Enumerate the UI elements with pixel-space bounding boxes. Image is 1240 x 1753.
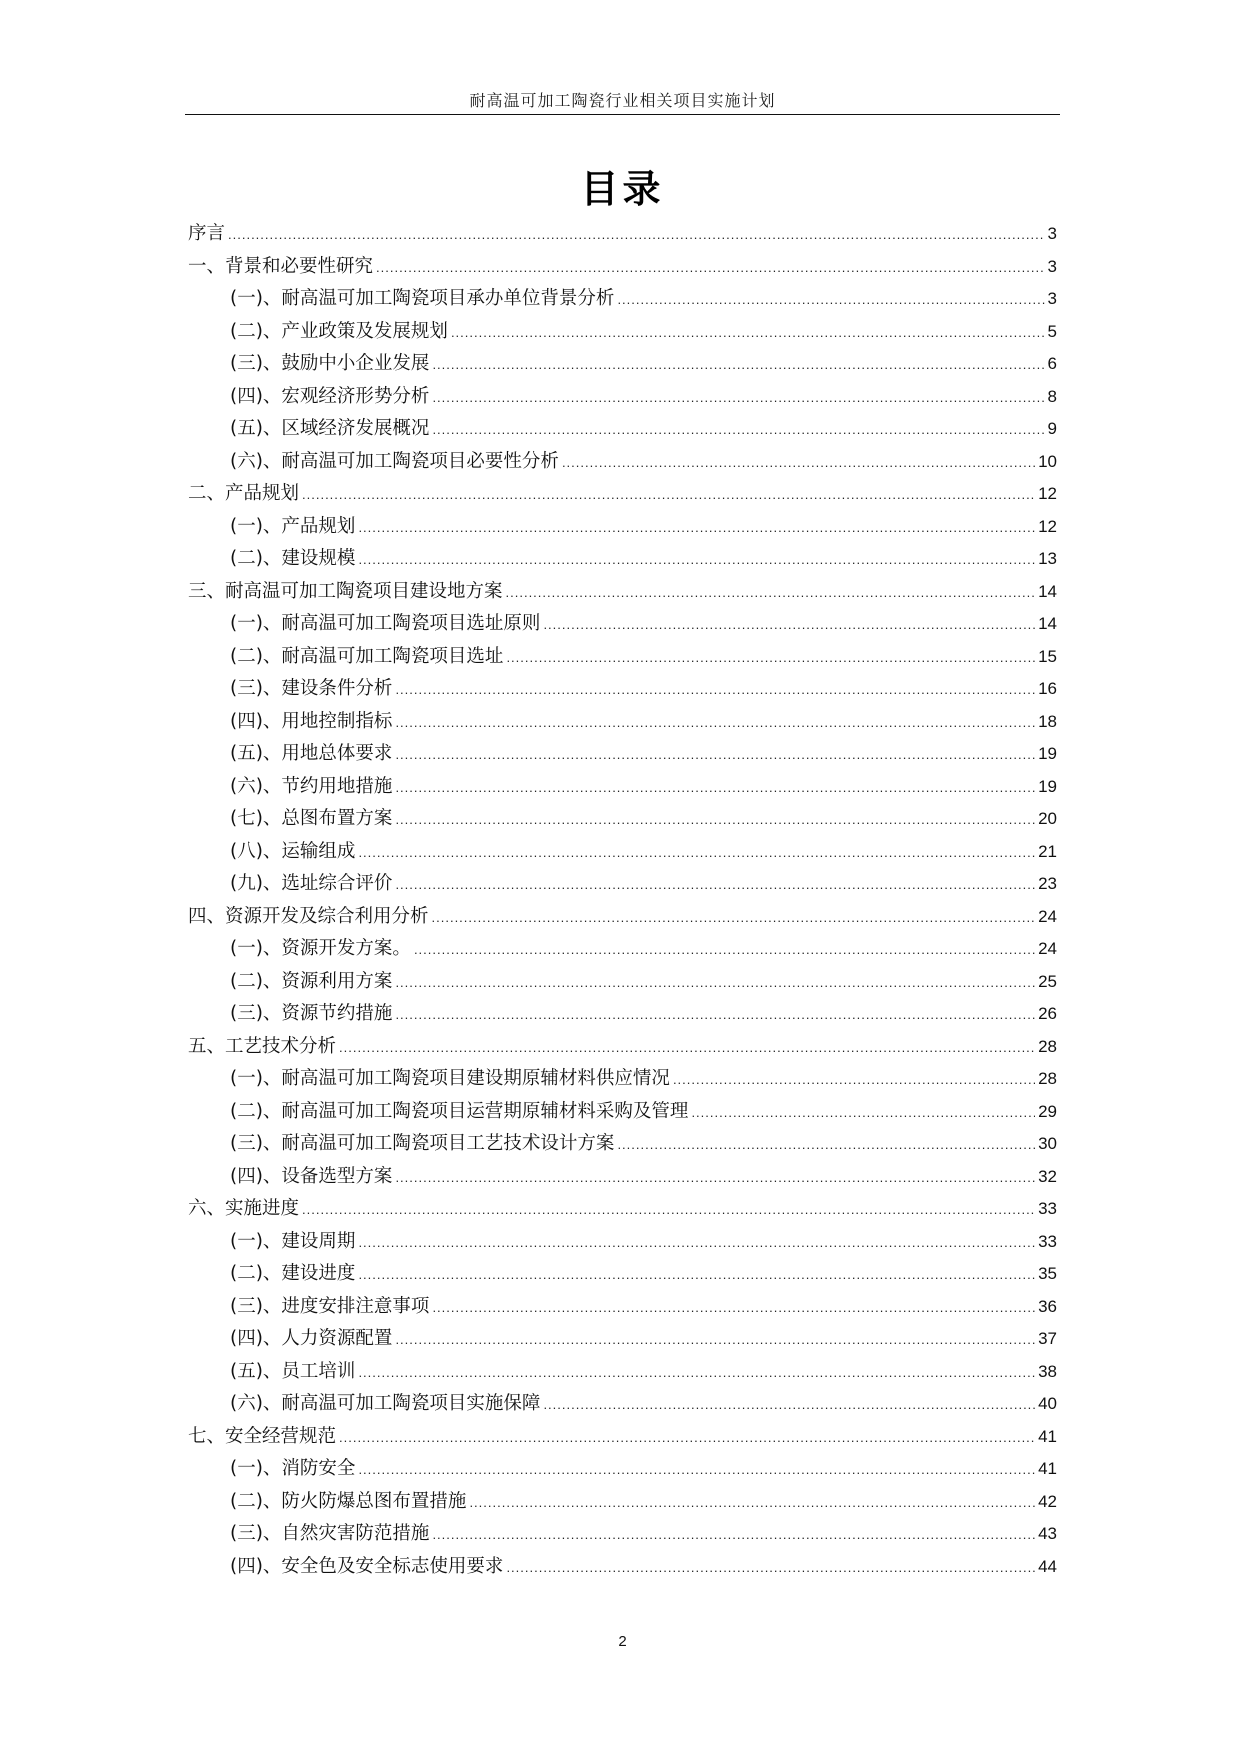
toc-dot-leader bbox=[432, 414, 1044, 447]
toc-dot-leader bbox=[302, 479, 1035, 512]
toc-section-entry[interactable] bbox=[188, 413, 1057, 446]
toc-entry-page: 21 bbox=[1038, 841, 1057, 861]
toc-entry-title: (二)、建设进度 bbox=[230, 1263, 356, 1284]
toc-entry-page: 12 bbox=[1038, 484, 1057, 503]
toc-dot-leader bbox=[395, 674, 1035, 707]
toc-entry-title: (二)、产业政策及发展规划 bbox=[230, 320, 448, 342]
toc-entry-title: (一)、耐高温可加工陶瓷项目承办单位背景分析 bbox=[230, 288, 615, 309]
toc-dot-leader bbox=[395, 772, 1035, 805]
toc-entry-title: (四)、设备选型方案 bbox=[230, 1165, 393, 1187]
toc-entry-page: 37 bbox=[1038, 1329, 1057, 1348]
toc-section-entry[interactable] bbox=[188, 1226, 1057, 1259]
toc-section-entry[interactable] bbox=[188, 1323, 1057, 1356]
toc-dot-leader bbox=[562, 447, 1035, 480]
toc-section-entry[interactable] bbox=[188, 1551, 1057, 1584]
toc-entry-title: (三)、建设条件分析 bbox=[230, 678, 393, 699]
toc-entry-title: (七)、总图布置方案 bbox=[230, 808, 393, 829]
toc-dot-leader bbox=[358, 1227, 1035, 1260]
toc-section-entry[interactable] bbox=[188, 543, 1057, 576]
toc-entry-page: 41 bbox=[1038, 1459, 1057, 1478]
toc-entry-page: 43 bbox=[1038, 1524, 1057, 1543]
toc-dot-leader bbox=[432, 382, 1044, 415]
table-of-contents bbox=[188, 218, 1057, 1583]
toc-dot-leader bbox=[358, 1454, 1035, 1487]
toc-entry-page: 38 bbox=[1038, 1361, 1057, 1381]
toc-section-entry[interactable] bbox=[188, 771, 1057, 804]
toc-entry-page: 14 bbox=[1038, 614, 1057, 633]
toc-entry-title: (六)、节约用地措施 bbox=[230, 775, 393, 797]
toc-dot-leader bbox=[395, 739, 1035, 772]
toc-dot-leader bbox=[395, 1162, 1035, 1195]
toc-entry-page: 16 bbox=[1038, 679, 1057, 698]
toc-entry-page: 41 bbox=[1038, 1426, 1057, 1446]
toc-entry-page: 10 bbox=[1038, 451, 1057, 471]
toc-section-entry[interactable] bbox=[188, 1518, 1057, 1551]
toc-entry-page: 29 bbox=[1038, 1101, 1057, 1121]
toc-section-entry[interactable] bbox=[188, 511, 1057, 544]
toc-dot-leader bbox=[617, 284, 1044, 317]
toc-chapter-entry[interactable] bbox=[188, 1031, 1057, 1064]
toc-entry-title: 二、产品规划 bbox=[188, 483, 300, 504]
toc-entry-page: 25 bbox=[1038, 971, 1057, 991]
toc-dot-leader bbox=[395, 707, 1035, 740]
toc-entry-title: (二)、耐高温可加工陶瓷项目运营期原辅材料采购及管理 bbox=[230, 1100, 689, 1122]
toc-dot-leader bbox=[358, 1259, 1035, 1292]
toc-entry-page: 30 bbox=[1038, 1134, 1057, 1153]
toc-section-entry[interactable] bbox=[188, 1161, 1057, 1194]
toc-entry-title: (九)、选址综合评价 bbox=[230, 873, 393, 894]
toc-dot-leader bbox=[228, 219, 1045, 252]
toc-dot-leader bbox=[469, 1487, 1035, 1520]
toc-dot-leader bbox=[432, 1519, 1035, 1552]
toc-dot-leader bbox=[451, 317, 1045, 350]
toc-section-entry[interactable] bbox=[188, 1128, 1057, 1161]
toc-section-entry[interactable] bbox=[188, 706, 1057, 739]
toc-entry-title: (四)、宏观经济形势分析 bbox=[230, 385, 430, 407]
toc-section-entry[interactable] bbox=[188, 348, 1057, 381]
toc-entry-page: 13 bbox=[1038, 549, 1057, 568]
toc-entry-title: (三)、进度安排注意事项 bbox=[230, 1295, 430, 1317]
toc-entry-page: 9 bbox=[1047, 419, 1057, 438]
toc-dot-leader bbox=[506, 642, 1035, 675]
toc-section-entry[interactable] bbox=[188, 608, 1057, 641]
toc-chapter-entry[interactable] bbox=[188, 901, 1057, 934]
toc-entry-title: (五)、用地总体要求 bbox=[230, 743, 393, 764]
toc-section-entry[interactable] bbox=[188, 738, 1057, 771]
toc-entry-page: 5 bbox=[1047, 321, 1057, 341]
toc-entry-page: 3 bbox=[1047, 224, 1057, 243]
toc-dot-leader bbox=[395, 1324, 1035, 1357]
toc-section-entry[interactable] bbox=[188, 1356, 1057, 1389]
toc-entry-title: (二)、资源利用方案 bbox=[230, 970, 393, 992]
toc-dot-leader bbox=[358, 837, 1035, 870]
toc-entry-title: (一)、耐高温可加工陶瓷项目选址原则 bbox=[230, 613, 541, 634]
toc-section-entry[interactable] bbox=[188, 1096, 1057, 1129]
toc-entry-title: 五、工艺技术分析 bbox=[188, 1035, 337, 1057]
toc-entry-title: (一)、耐高温可加工陶瓷项目建设期原辅材料供应情况 bbox=[230, 1068, 670, 1089]
toc-entry-title: (一)、资源开发方案。 bbox=[230, 938, 411, 959]
toc-title: 目录 bbox=[580, 166, 665, 211]
toc-section-entry[interactable] bbox=[188, 933, 1057, 966]
toc-dot-leader bbox=[432, 902, 1036, 935]
toc-dot-leader bbox=[432, 349, 1044, 382]
toc-entry-title: (五)、区域经济发展概况 bbox=[230, 418, 430, 439]
toc-section-entry[interactable] bbox=[188, 868, 1057, 901]
toc-entry-title: 六、实施进度 bbox=[188, 1198, 300, 1219]
toc-entry-title: (三)、自然灾害防范措施 bbox=[230, 1523, 430, 1544]
toc-dot-leader bbox=[302, 1194, 1035, 1227]
toc-dot-leader bbox=[673, 1064, 1035, 1097]
toc-section-entry[interactable] bbox=[188, 1063, 1057, 1096]
toc-entry-page: 42 bbox=[1038, 1491, 1057, 1511]
toc-section-entry[interactable] bbox=[188, 1486, 1057, 1519]
running-header: 耐高温可加工陶瓷行业相关项目实施计划 bbox=[469, 91, 776, 110]
toc-section-entry[interactable] bbox=[188, 998, 1057, 1031]
toc-entry-page: 33 bbox=[1038, 1199, 1057, 1218]
toc-entry-title: (二)、耐高温可加工陶瓷项目选址 bbox=[230, 645, 504, 667]
toc-entry-page: 40 bbox=[1038, 1394, 1057, 1413]
toc-entry-page: 28 bbox=[1038, 1036, 1057, 1056]
toc-chapter-entry[interactable] bbox=[188, 218, 1057, 251]
toc-section-entry[interactable] bbox=[188, 446, 1057, 479]
toc-entry-title: (五)、员工培训 bbox=[230, 1360, 356, 1382]
toc-section-entry[interactable] bbox=[188, 1453, 1057, 1486]
toc-dot-leader bbox=[691, 1097, 1035, 1130]
toc-section-entry[interactable] bbox=[188, 803, 1057, 836]
toc-section-entry[interactable] bbox=[188, 1258, 1057, 1291]
toc-entry-page: 19 bbox=[1038, 776, 1057, 796]
toc-entry-title: (一)、产品规划 bbox=[230, 515, 356, 537]
toc-entry-page: 36 bbox=[1038, 1296, 1057, 1316]
toc-entry-page: 44 bbox=[1038, 1556, 1057, 1576]
toc-entry-title: (三)、耐高温可加工陶瓷项目工艺技术设计方案 bbox=[230, 1133, 615, 1154]
toc-section-entry[interactable] bbox=[188, 966, 1057, 999]
toc-dot-leader bbox=[543, 609, 1035, 642]
toc-section-entry[interactable] bbox=[188, 316, 1057, 349]
toc-dot-leader bbox=[543, 1389, 1035, 1422]
toc-entry-title: (六)、耐高温可加工陶瓷项目实施保障 bbox=[230, 1393, 541, 1414]
toc-section-entry[interactable] bbox=[188, 1291, 1057, 1324]
toc-entry-page: 18 bbox=[1038, 711, 1057, 731]
toc-chapter-entry[interactable] bbox=[188, 1193, 1057, 1226]
toc-entry-title: (三)、鼓励中小企业发展 bbox=[230, 353, 430, 374]
toc-entry-title: 七、安全经营规范 bbox=[188, 1425, 337, 1447]
page-number: 2 bbox=[618, 1633, 627, 1650]
toc-entry-page: 20 bbox=[1038, 809, 1057, 828]
toc-dot-leader bbox=[432, 1292, 1035, 1325]
toc-dot-leader bbox=[339, 1032, 1035, 1065]
toc-entry-page: 8 bbox=[1047, 386, 1057, 406]
toc-entry-page: 12 bbox=[1038, 516, 1057, 536]
toc-entry-page: 6 bbox=[1047, 354, 1057, 373]
toc-entry-page: 19 bbox=[1038, 744, 1057, 763]
toc-entry-title: 序言 bbox=[188, 223, 226, 244]
toc-dot-leader bbox=[376, 252, 1045, 285]
toc-chapter-entry[interactable] bbox=[188, 576, 1057, 609]
toc-entry-page: 14 bbox=[1038, 581, 1057, 601]
toc-dot-leader bbox=[506, 577, 1036, 610]
toc-section-entry[interactable] bbox=[188, 381, 1057, 414]
toc-dot-leader bbox=[414, 934, 1035, 967]
toc-section-entry[interactable] bbox=[188, 283, 1057, 316]
toc-entry-title: (一)、建设周期 bbox=[230, 1230, 356, 1252]
toc-section-entry[interactable] bbox=[188, 836, 1057, 869]
toc-dot-leader bbox=[339, 1422, 1035, 1455]
toc-entry-page: 24 bbox=[1038, 906, 1057, 926]
toc-entry-title: 四、资源开发及综合利用分析 bbox=[188, 905, 429, 927]
toc-entry-title: (四)、安全色及安全标志使用要求 bbox=[230, 1555, 504, 1577]
toc-section-entry[interactable] bbox=[188, 673, 1057, 706]
toc-entry-title: (三)、资源节约措施 bbox=[230, 1003, 393, 1024]
toc-dot-leader bbox=[358, 544, 1035, 577]
toc-entry-title: 一、背景和必要性研究 bbox=[188, 255, 374, 277]
toc-entry-page: 28 bbox=[1038, 1069, 1057, 1088]
toc-dot-leader bbox=[506, 1552, 1035, 1585]
toc-dot-leader bbox=[395, 999, 1035, 1032]
toc-entry-title: (二)、建设规模 bbox=[230, 548, 356, 569]
toc-entry-title: (二)、防火防爆总图布置措施 bbox=[230, 1490, 467, 1512]
toc-entry-page: 3 bbox=[1047, 289, 1057, 308]
toc-entry-page: 26 bbox=[1038, 1004, 1057, 1023]
toc-section-entry[interactable] bbox=[188, 1388, 1057, 1421]
toc-entry-page: 15 bbox=[1038, 646, 1057, 666]
toc-dot-leader bbox=[358, 1357, 1035, 1390]
toc-entry-page: 3 bbox=[1047, 256, 1057, 276]
toc-entry-title: 三、耐高温可加工陶瓷项目建设地方案 bbox=[188, 580, 503, 602]
toc-entry-title: (四)、人力资源配置 bbox=[230, 1328, 393, 1349]
toc-chapter-entry[interactable] bbox=[188, 478, 1057, 511]
toc-dot-leader bbox=[358, 512, 1035, 545]
toc-entry-page: 23 bbox=[1038, 874, 1057, 893]
toc-entry-page: 35 bbox=[1038, 1264, 1057, 1283]
toc-dot-leader bbox=[617, 1129, 1035, 1162]
toc-entry-title: (六)、耐高温可加工陶瓷项目必要性分析 bbox=[230, 450, 559, 472]
toc-chapter-entry[interactable] bbox=[188, 1421, 1057, 1454]
toc-entry-title: (一)、消防安全 bbox=[230, 1458, 356, 1479]
toc-chapter-entry[interactable] bbox=[188, 251, 1057, 284]
header-divider bbox=[185, 114, 1060, 115]
toc-dot-leader bbox=[395, 804, 1035, 837]
toc-entry-page: 24 bbox=[1038, 939, 1057, 958]
toc-section-entry[interactable] bbox=[188, 641, 1057, 674]
toc-entry-title: (八)、运输组成 bbox=[230, 840, 356, 862]
toc-dot-leader bbox=[395, 869, 1035, 902]
toc-entry-page: 33 bbox=[1038, 1231, 1057, 1251]
toc-dot-leader bbox=[395, 967, 1035, 1000]
toc-entry-page: 32 bbox=[1038, 1166, 1057, 1186]
toc-entry-title: (四)、用地控制指标 bbox=[230, 710, 393, 732]
